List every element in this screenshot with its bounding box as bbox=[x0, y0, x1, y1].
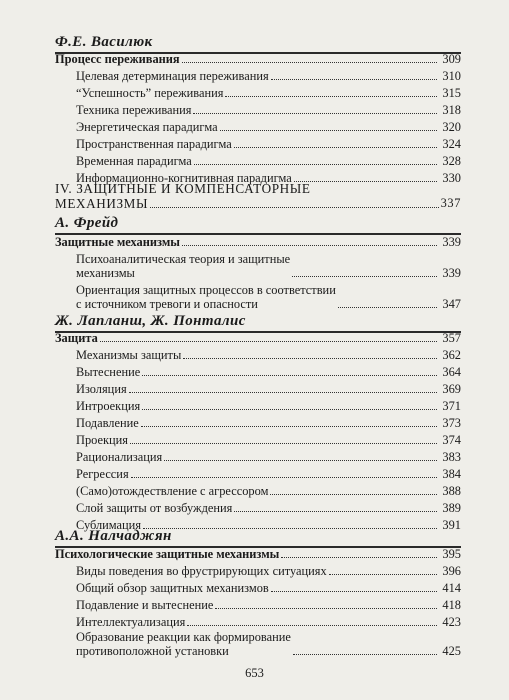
toc-entry[interactable] bbox=[76, 630, 461, 658]
toc-entry-page: 309 bbox=[442, 52, 461, 66]
toc-entry-page: 347 bbox=[442, 297, 461, 311]
toc-entry-title: Подавление и вытеснение bbox=[76, 598, 214, 612]
toc-entry-page: 384 bbox=[442, 467, 461, 481]
dot-leader bbox=[183, 358, 437, 359]
toc-entry-title: Информационно-когнитивная парадигма bbox=[76, 171, 292, 185]
toc-entry[interactable] bbox=[76, 450, 461, 464]
toc-entry-title: (Само)отождествление с агрессором bbox=[76, 484, 269, 498]
toc-entry[interactable] bbox=[76, 467, 461, 481]
toc-entry-title: Пространственная парадигма bbox=[76, 137, 232, 151]
toc-entry-title: Защитные механизмы bbox=[55, 235, 180, 249]
toc-entry[interactable] bbox=[76, 86, 461, 100]
toc-entry[interactable] bbox=[76, 348, 461, 362]
toc-entry-page: 371 bbox=[442, 399, 461, 413]
toc-entry-page: 396 bbox=[442, 564, 461, 578]
dot-leader bbox=[193, 113, 437, 114]
toc-entry-page: 318 bbox=[442, 103, 461, 117]
dot-leader bbox=[131, 477, 437, 478]
dot-leader bbox=[281, 557, 437, 558]
toc-entry-page: 339 bbox=[442, 266, 461, 280]
toc-entry-title: Психоаналитическая теория и защитные bbox=[76, 252, 291, 266]
toc-entry-page: 418 bbox=[442, 598, 461, 612]
dot-leader bbox=[220, 130, 437, 131]
toc-entry-page: 414 bbox=[442, 581, 461, 595]
toc-entry-page: 328 bbox=[442, 154, 461, 168]
dot-leader bbox=[142, 375, 437, 376]
dot-leader bbox=[329, 574, 437, 575]
toc-entry[interactable] bbox=[76, 564, 461, 578]
toc-entry[interactable] bbox=[55, 235, 461, 249]
toc-entry[interactable] bbox=[76, 103, 461, 117]
toc-entry-page: 310 bbox=[442, 69, 461, 83]
toc-entry-title: Изоляция bbox=[76, 382, 127, 396]
dot-leader bbox=[234, 147, 437, 148]
dot-leader bbox=[293, 654, 437, 655]
toc-entry-title: Вытеснение bbox=[76, 365, 141, 379]
toc-entry[interactable] bbox=[76, 154, 461, 168]
toc-entry[interactable] bbox=[76, 120, 461, 134]
toc-entry-title: Интроекция bbox=[76, 399, 141, 413]
toc-entry-page: 369 bbox=[442, 382, 461, 396]
toc-entry[interactable] bbox=[55, 331, 461, 345]
dot-leader bbox=[292, 276, 437, 277]
toc-entry-title: Механизмы защиты bbox=[76, 348, 182, 362]
author-heading: Ф.Е. Василюк bbox=[55, 34, 153, 50]
toc-entry-title: Ориентация защитных процессов в соответствии bbox=[76, 283, 336, 297]
section-heading-line1: IV. ЗАЩИТНЫЕ И КОМПЕНСАТОРНЫЕ bbox=[55, 181, 311, 196]
toc-entry-title: Сублимация bbox=[76, 518, 142, 532]
toc-entry[interactable] bbox=[76, 615, 461, 629]
toc-entry-title: Проекция bbox=[76, 433, 128, 447]
toc-entry-page: 339 bbox=[442, 235, 461, 249]
toc-entry-title: Регрессия bbox=[76, 467, 129, 481]
dot-leader bbox=[150, 207, 439, 208]
author-heading: А.А. Налчаджян bbox=[55, 528, 172, 544]
dot-leader bbox=[225, 96, 437, 97]
author-heading: А. Фрейд bbox=[55, 215, 119, 231]
section-heading[interactable] bbox=[55, 181, 461, 211]
toc-entry-title: Подавление bbox=[76, 416, 139, 430]
dot-leader bbox=[129, 392, 437, 393]
dot-leader bbox=[143, 528, 437, 529]
dot-leader bbox=[270, 494, 437, 495]
dot-leader bbox=[100, 341, 437, 342]
toc-entry-page: 315 bbox=[442, 86, 461, 100]
toc-entry-title: Рационализация bbox=[76, 450, 163, 464]
toc-entry-page: 374 bbox=[442, 433, 461, 447]
toc-entry[interactable] bbox=[76, 501, 461, 515]
toc-entry-page: 423 bbox=[442, 615, 461, 629]
toc-entry[interactable] bbox=[76, 365, 461, 379]
toc-entry-title: Энергетическая парадигма bbox=[76, 120, 218, 134]
toc-entry-title: Образование реакции как формирование bbox=[76, 630, 291, 644]
toc-entry[interactable] bbox=[76, 137, 461, 151]
dot-leader bbox=[234, 511, 437, 512]
toc-entry-page: 383 bbox=[442, 450, 461, 464]
section-heading-line2: МЕХАНИЗМЫ bbox=[55, 196, 149, 211]
toc-entry-page: 330 bbox=[442, 171, 461, 185]
toc-entry-title-cont: механизмы bbox=[76, 266, 135, 280]
toc-entry[interactable] bbox=[55, 52, 461, 66]
toc-entry-page: 395 bbox=[442, 547, 461, 561]
dot-leader bbox=[215, 608, 437, 609]
toc-entry[interactable] bbox=[76, 382, 461, 396]
toc-entry-title: Психологические защитные механизмы bbox=[55, 547, 280, 561]
dot-leader bbox=[338, 307, 437, 308]
toc-entry-page: 324 bbox=[442, 137, 461, 151]
dot-leader bbox=[187, 625, 437, 626]
toc-entry-title: Целевая детерминация переживания bbox=[76, 69, 269, 83]
dot-leader bbox=[164, 460, 437, 461]
author-heading: Ж. Лапланш, Ж. Понталис bbox=[55, 313, 246, 329]
toc-entry-title: Временная парадигма bbox=[76, 154, 192, 168]
toc-entry[interactable] bbox=[76, 283, 461, 311]
toc-entry[interactable] bbox=[76, 252, 461, 280]
toc-entry[interactable] bbox=[76, 399, 461, 413]
toc-entry-title-cont: противоположной установки bbox=[76, 644, 229, 658]
toc-entry[interactable] bbox=[76, 581, 461, 595]
dot-leader bbox=[182, 62, 437, 63]
toc-entry-title: Интеллектуализация bbox=[76, 615, 186, 629]
section-heading-page: 337 bbox=[440, 196, 461, 210]
toc-entry[interactable] bbox=[55, 547, 461, 561]
toc-entry-title: Общий обзор защитных механизмов bbox=[76, 581, 269, 595]
dot-leader bbox=[271, 591, 437, 592]
toc-entry-page: 373 bbox=[442, 416, 461, 430]
dot-leader bbox=[194, 164, 437, 165]
toc-entry-title: “Успешность” переживания bbox=[76, 86, 224, 100]
toc-entry-page: 364 bbox=[442, 365, 461, 379]
toc-entry-page: 425 bbox=[442, 644, 461, 658]
dot-leader bbox=[182, 245, 437, 246]
toc-entry[interactable] bbox=[76, 69, 461, 83]
toc-entry[interactable] bbox=[76, 598, 461, 612]
dot-leader bbox=[141, 426, 437, 427]
toc-entry-title: Техника переживания bbox=[76, 103, 192, 117]
dot-leader bbox=[142, 409, 437, 410]
toc-entry-page: 389 bbox=[442, 501, 461, 515]
toc-entry-page: 362 bbox=[442, 348, 461, 362]
toc-entry-title: Процесс переживания bbox=[55, 52, 180, 66]
toc-entry-title: Защита bbox=[55, 331, 98, 345]
toc-entry-page: 388 bbox=[442, 484, 461, 498]
toc-entry-page: 320 bbox=[442, 120, 461, 134]
toc-entry-page: 391 bbox=[442, 518, 461, 532]
toc-entry-title-cont: с источником тревоги и опасности bbox=[76, 297, 258, 311]
page-number: 653 bbox=[245, 666, 264, 680]
toc-entry[interactable] bbox=[76, 484, 461, 498]
toc-entry[interactable] bbox=[76, 416, 461, 430]
toc-entry-page: 357 bbox=[442, 331, 461, 345]
dot-leader bbox=[130, 443, 437, 444]
toc-entry-title: Слой защиты от возбуждения bbox=[76, 501, 233, 515]
dot-leader bbox=[271, 79, 437, 80]
toc-entry[interactable] bbox=[76, 433, 461, 447]
toc-entry-title: Виды поведения во фрустрирующих ситуациях bbox=[76, 564, 327, 578]
